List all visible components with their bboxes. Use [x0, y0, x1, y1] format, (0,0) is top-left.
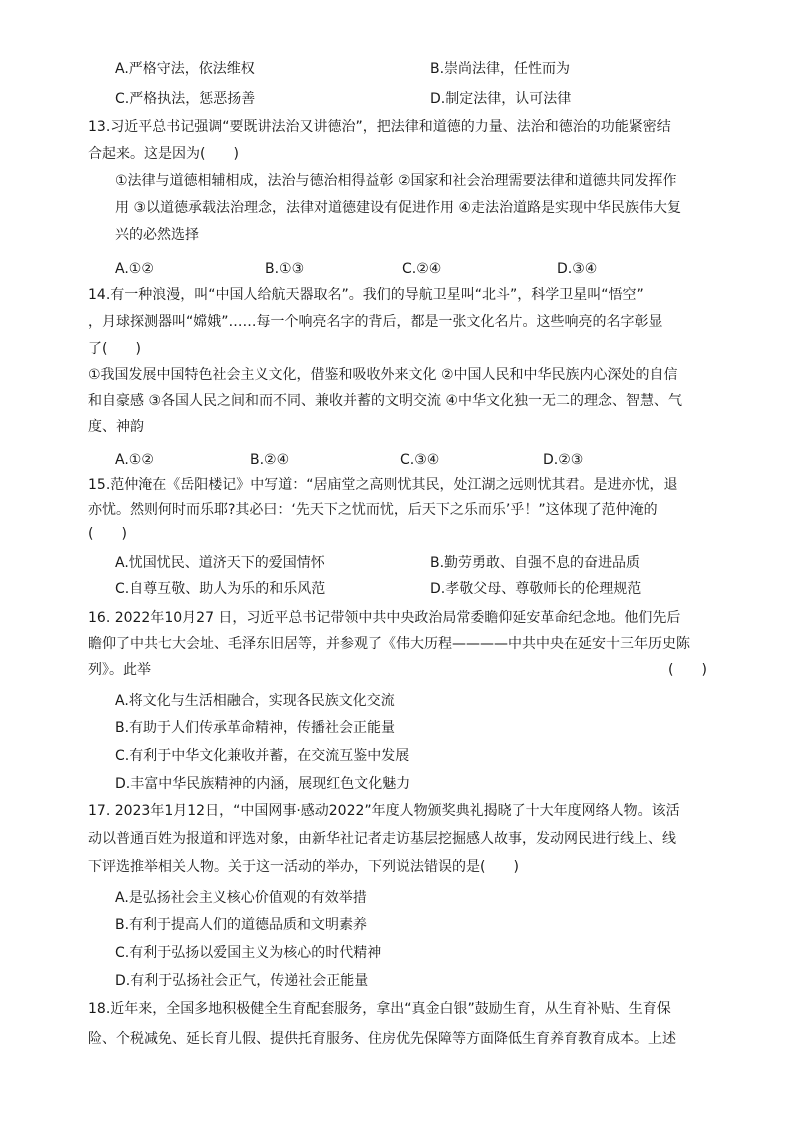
q13-item-line-3: 兴的必然选择: [115, 227, 199, 243]
q15-stem-line-3: ( ): [88, 526, 127, 542]
q12-option-d: D.制定法律，认可法律: [430, 91, 572, 107]
q17-option-d: D.有利于弘扬社会正气，传递社会正能量: [115, 973, 369, 989]
q14-stem-line-1: 14.有一种浪漫，叫“中国人给航天器取名”。我们的导航卫星叫“北斗”，科学卫星叫“悟空”: [88, 287, 644, 303]
q15-option-c: C.自尊互敬、助人为乐的和乐风范: [115, 581, 326, 597]
q14-item-line-1: ①我国发展中国特色社会主义文化，借鉴和吸收外来文化 ②中国人民和中华民族内心深处的自信: [88, 367, 678, 383]
q15-option-a: A.忧国忧民、道济天下的爱国情怀: [115, 555, 325, 571]
q13-stem-line-2: 合起来。这是因为( ): [88, 146, 239, 162]
q14-option-c: C.③④: [400, 452, 440, 468]
q17-option-a: A.是弘扬社会主义核心价值观的有效举措: [115, 890, 367, 906]
q17-stem-line-1: 17. 2023年1月12日，“中国网事·感动2022”年度人物颁奖典礼揭晓了十大年度网络人物。该活: [88, 803, 680, 819]
q15-stem-line-1: 15.范仲淹在《岳阳楼记》中写道：“居庙堂之高则忧其民，处江湖之远则忧其君。是进亦忧，退: [88, 477, 678, 493]
q12-option-b: B.崇尚法律，任性而为: [430, 61, 571, 77]
q17-option-b: B.有利于提高人们的道德品质和文明素养: [115, 917, 368, 933]
q16-option-d: D.丰富中华民族精神的内涵，展现红色文化魅力: [115, 776, 411, 792]
q17-stem-line-3: 下评选推举相关人物。关于这一活动的举办，下列说法错误的是( ): [88, 859, 519, 875]
q16-option-b: B.有助于人们传承革命精神，传播社会正能量: [115, 720, 396, 736]
q17-option-c: C.有利于弘扬以爱国主义为核心的时代精神: [115, 945, 382, 961]
q14-option-d: D.②③: [543, 452, 584, 468]
q12-option-a: A.严格守法，依法维权: [115, 61, 255, 77]
q15-stem-line-2: 亦忧。然则何时而乐耶?其必曰：‘先天下之忧而忧，后天下之乐而乐’乎！”这体现了范仲淹的: [88, 502, 658, 518]
q13-option-d: D.③④: [557, 261, 598, 277]
q14-stem-line-3: 了( ): [88, 341, 141, 357]
q16-option-c: C.有利于中华文化兼收并蓄，在交流互鉴中发展: [115, 748, 410, 764]
q13-item-line-2: 用 ③以道德承载法治理念，法律对道德建设有促进作用 ④走法治道路是实现中华民族伟大复: [115, 200, 681, 216]
q16-stem-line-2: 瞻仰了中共七大会址、毛泽东旧居等，并参观了《伟大历程————中共中央在延安十三年历史陈: [88, 636, 690, 652]
q14-item-line-2: 和自豪感 ③各国人民之间和而不同、兼收并蓄的文明交流 ④中华文化独一无二的理念、智慧、气: [88, 393, 682, 409]
q14-stem-line-2: ，月球探测器叫“嫦娥”……每一个响亮名字的背后，都是一张文化名片。这些响亮的名字彰显: [88, 314, 663, 330]
q13-option-a: A.①②: [115, 261, 154, 277]
q16-answer-paren: ( ): [668, 662, 707, 678]
q14-option-b: B.②④: [250, 452, 290, 468]
q13-item-line-1: ①法律与道德相辅相成，法治与德治相得益彰 ②国家和社会治理需要法律和道德共同发挥作: [115, 173, 677, 189]
q16-stem-line-1: 16. 2022年10月27 日，习近平总书记带领中共中央政治局常委瞻仰延安革命纪念地。他们先后: [88, 610, 681, 626]
q16-stem-line-3: 列》。此举: [88, 662, 151, 678]
q18-stem-line-1: 18.近年来，全国多地积极健全生育配套服务，拿出“真金白银”鼓励生育，从生育补贴、生育保: [88, 1001, 671, 1017]
q15-option-b: B.勤劳勇敢、自强不息的奋进品质: [430, 555, 641, 571]
q16-option-a: A.将文化与生活相融合，实现各民族文化交流: [115, 693, 395, 709]
q14-option-a: A.①②: [115, 452, 154, 468]
q15-option-d: D.孝敬父母、尊敬师长的伦理规范: [430, 581, 642, 597]
q14-item-line-3: 度、神韵: [88, 419, 144, 435]
q13-option-b: B.①③: [265, 261, 305, 277]
q13-option-c: C.②④: [402, 261, 442, 277]
q18-stem-line-2: 险、个税减免、延长育儿假、提供托育服务、住房优先保障等方面降低生育养育教育成本。上述: [88, 1031, 676, 1047]
q17-stem-line-2: 动以普通百姓为报道和评选对象，由新华社记者走访基层挖掘感人故事，发动网民进行线上、线: [88, 831, 676, 847]
q13-stem-line-1: 13.习近平总书记强调“要既讲法治又讲德治”，把法律和道德的力量、法治和德治的功能紧密结: [88, 119, 671, 135]
q12-option-c: C.严格执法，惩恶扬善: [115, 91, 256, 107]
